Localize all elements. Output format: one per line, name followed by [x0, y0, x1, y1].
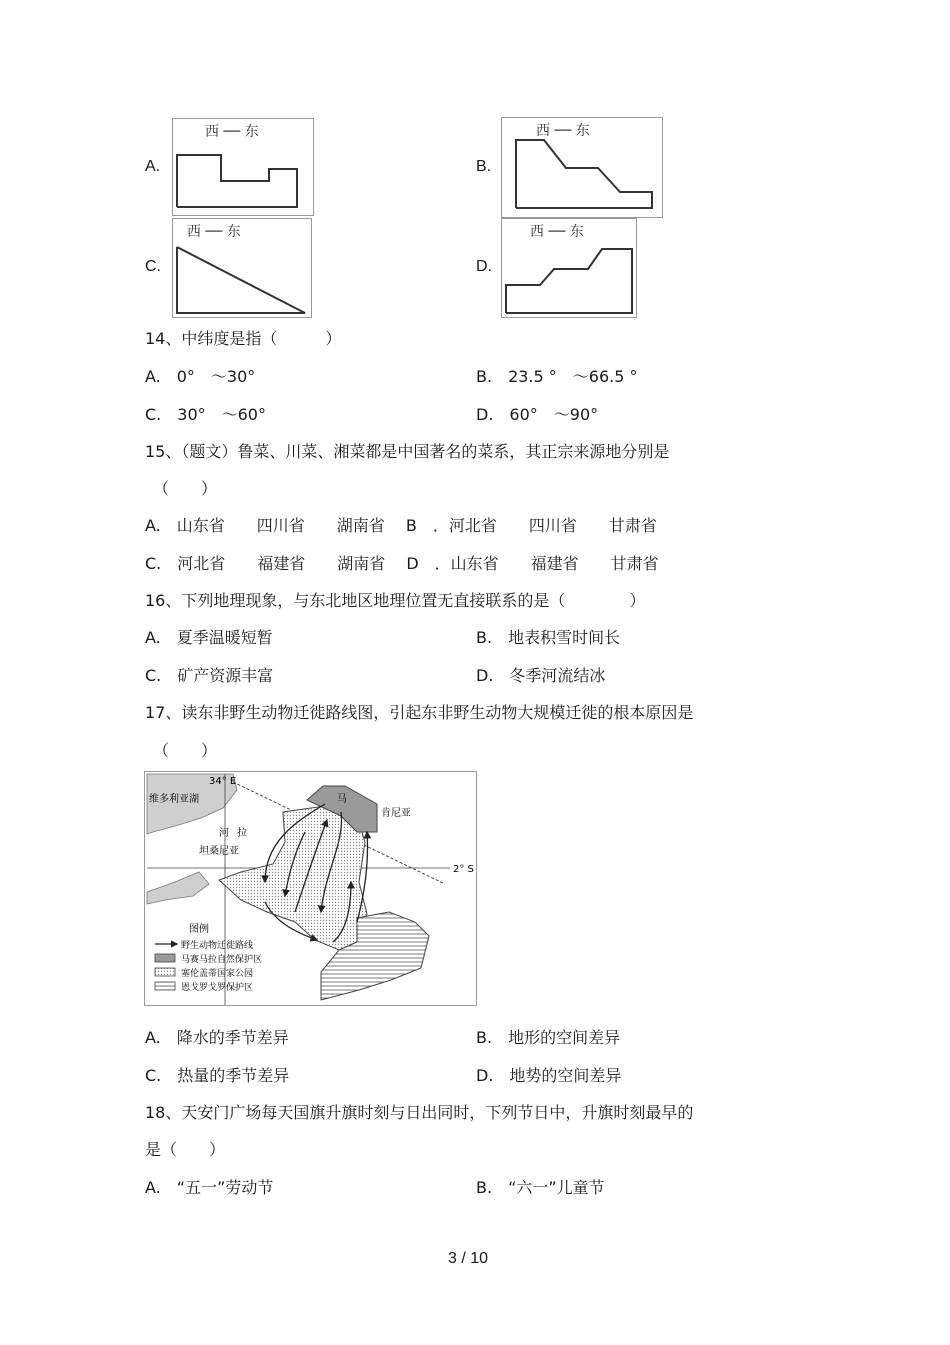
option-b-letter: B. [476, 158, 492, 175]
migration-map [144, 771, 477, 1006]
legend-masai-mara-label: 马赛马拉自然保护区 [181, 955, 263, 965]
page-number: 3 / 10 [448, 1250, 489, 1267]
option-c-letter: C. [145, 258, 161, 275]
q14-option-c: C. 30° ～60° [145, 405, 266, 424]
profile-figure-b [501, 117, 663, 218]
q16-stem: 16、下列地理现象，与东北地区地理位置无直接联系的是（ ） [145, 591, 646, 610]
map-lon-label: 34° E [209, 776, 237, 787]
q15-stem: 15、（题文）鲁菜、川菜、湘菜都是中国著名的菜系，其正宗来源地分别是 [145, 442, 670, 461]
profile-b-shape [502, 118, 664, 219]
q15-options-line1: A. 山东省 四川省 湖南省 B ．河北省 四川省 甘肃省 [145, 516, 657, 535]
q16-option-a: A. 夏季温暖短暂 [145, 628, 273, 647]
figure-a-title: 西 ── 东 [205, 124, 259, 140]
q15-stem-blank: （ ） [153, 479, 218, 498]
map-legend-title: 图例 [189, 924, 209, 935]
q17-stem-blank: （ ） [153, 741, 218, 760]
q14-option-d: D. 60° ～90° [476, 405, 599, 424]
map-ma-label: 马 [337, 794, 347, 805]
q17-option-c: C. 热量的季节差异 [145, 1066, 290, 1085]
q18-option-a: A. “五一”劳动节 [145, 1178, 274, 1197]
profile-figure-a [172, 118, 314, 216]
q16-option-b: B. 地表积雪时间长 [476, 628, 621, 647]
migration-map-drawing [145, 772, 478, 1007]
legend-route-label: 野生动物迁徙路线 [181, 941, 254, 951]
map-lat-label: 2° S [453, 864, 474, 875]
q17-stem: 17、读东非野生动物迁徙路线图，引起东非野生动物大规模迁徙的根本原因是 [145, 703, 694, 722]
legend-ngorongoro-label: 恩戈罗戈罗保护区 [181, 983, 254, 993]
profile-d-shape [502, 219, 638, 319]
q17-option-a: A. 降水的季节差异 [145, 1028, 289, 1047]
figure-c-title: 西 ── 东 [187, 224, 241, 240]
profile-figure-d [501, 218, 637, 318]
option-d-letter: D. [476, 258, 492, 275]
map-lake-label: 维多利亚湖 [149, 794, 199, 805]
map-kenya-label: 肯尼亚 [381, 808, 411, 819]
q16-option-c: C. 矿产资源丰富 [145, 666, 274, 685]
q18-option-b: B. “六一”儿童节 [476, 1178, 605, 1197]
q18-stem: 18、天安门广场每天国旗升旗时刻与日出同时，下列节日中，升旗时刻最早的 [145, 1103, 694, 1122]
q15-options-line2: C. 河北省 福建省 湖南省 D ．山东省 福建省 甘肃省 [145, 554, 659, 573]
profile-a-shape [173, 119, 315, 217]
q14-option-a: A. 0° ～30° [145, 367, 256, 386]
q18-stem-continued: 是（ ） [145, 1140, 226, 1159]
option-a-letter: A. [145, 158, 161, 175]
map-he-label: 河 [219, 828, 229, 839]
profile-figure-c [172, 218, 312, 318]
q17-option-b: B. 地形的空间差异 [476, 1028, 621, 1047]
legend-serengeti-label: 塞伦盖蒂国家公园 [181, 969, 254, 979]
figure-d-title: 西 ── 东 [530, 224, 584, 240]
q14-option-b: B. 23.5 ° ～66.5 ° [476, 367, 638, 386]
profile-c-shape [173, 219, 313, 319]
q14-stem: 14、中纬度是指（ ） [145, 329, 342, 348]
q17-option-d: D. 地势的空间差异 [476, 1066, 622, 1085]
figure-b-title: 西 ── 东 [536, 123, 590, 139]
map-tanzania-label: 坦桑尼亚 [199, 846, 239, 857]
q16-option-d: D. 冬季河流结冰 [476, 666, 606, 685]
map-la-label: 拉 [237, 828, 247, 839]
